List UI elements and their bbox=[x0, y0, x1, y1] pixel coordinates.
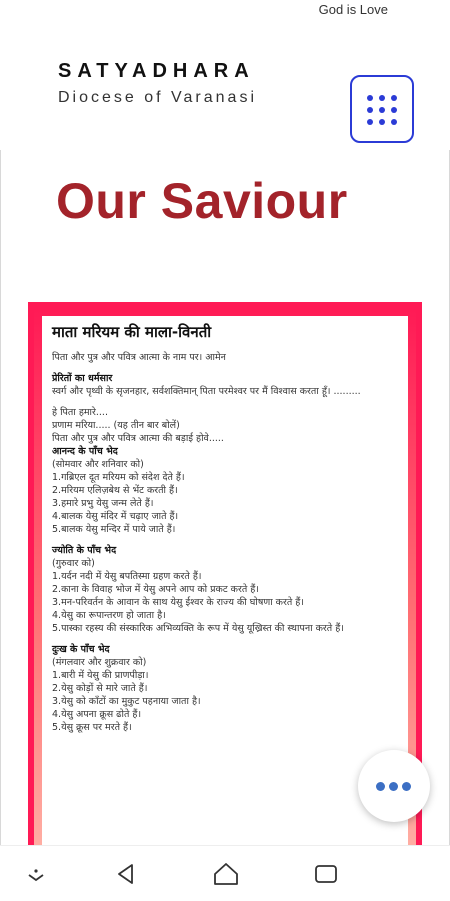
brand-block[interactable] bbox=[58, 60, 257, 107]
document-line: 1.गब्रिएल दूत मरियम को संदेश देते हैं। bbox=[52, 472, 185, 483]
document-line: 2.काना के विवाह भोज में येसु अपने आप को प्रकट करते हैं। bbox=[52, 584, 259, 595]
document-section-heading: ज्योति के पाँच भेद bbox=[52, 545, 117, 556]
document-line: 3.मन-परिवर्तन के आवान के साथ येसु ईश्वर के राज्य की घोषणा करते हैं। bbox=[52, 597, 304, 608]
document-line: हे पिता हमारे.... bbox=[52, 407, 108, 418]
nav-home-icon[interactable] bbox=[210, 858, 242, 890]
brand-subtitle: Diocese of Varanasi bbox=[58, 89, 257, 106]
document-line: (मंगलवार और शुक्रवार को) bbox=[52, 657, 147, 668]
document-content[interactable] bbox=[42, 316, 408, 862]
document-line: (सोमवार और शनिवार को) bbox=[52, 459, 144, 470]
system-navigation-bar bbox=[0, 845, 450, 901]
document-line: 3.येसु को काँटों का मुकुट पहनाया जाता है। bbox=[52, 696, 201, 707]
nav-back-icon[interactable] bbox=[110, 858, 142, 890]
document-line: प्रणाम मरिया..... (यह तीन बार बोलें) bbox=[52, 420, 180, 431]
document-lines bbox=[52, 351, 398, 734]
document-line: पिता और पुत्र और पवित्र आत्मा की बड़ाई होवे..... bbox=[52, 433, 224, 444]
grid-dots-icon bbox=[367, 95, 399, 127]
document-line: 5.बालक येसु मन्दिर में पाये जाते हैं। bbox=[52, 524, 176, 535]
document-line: 4.येसु अपना क्रूस ढोते हैं। bbox=[52, 709, 142, 720]
document-line: 1.बारी में येसु की प्राणपीड़ा। bbox=[52, 670, 149, 681]
document-spacer bbox=[52, 364, 398, 372]
more-horizontal-icon bbox=[376, 782, 411, 791]
document-line: 5.पास्का रहस्य की संस्कारिक अभिव्यक्ति के रूप में येसु यूख्रिस्त की स्थापना करते हैं। bbox=[52, 623, 344, 634]
document-line: 4.बालक येसु मंदिर में चढ़ाए जाते हैं। bbox=[52, 511, 179, 522]
document-spacer bbox=[52, 398, 398, 406]
document-line: पिता और पुत्र और पवित्र आत्मा के नाम पर। आमेन bbox=[52, 352, 226, 363]
page-title: Our Saviour bbox=[56, 173, 348, 229]
document-section-heading: प्रेरितों का धर्मसार bbox=[52, 373, 113, 384]
document-spacer bbox=[52, 536, 398, 544]
menu-button[interactable] bbox=[350, 75, 414, 143]
document-line: 2.मरियम एलिज़बेथ से भेंट करती हैं। bbox=[52, 485, 178, 496]
document-line: 5.येसु क्रूस पर मरते हैं। bbox=[52, 722, 132, 733]
document-line: स्वर्ग और पृथ्वी के सृजनहार, सर्वशक्तिमान् पिता परमेश्वर पर मैं विश्वास करता हूँ। ......... bbox=[52, 386, 361, 397]
brand-name: SATYADHARA bbox=[58, 60, 255, 82]
document-line: 2.येसु कोड़ों से मारे जाते हैं। bbox=[52, 683, 148, 694]
document-line: 3.हमारे प्रभु येसु जन्म लेते हैं। bbox=[52, 498, 154, 509]
document-line: (गुरुवार को) bbox=[52, 558, 95, 569]
document-line: 4.येसु का रूपान्तरण हो जाता है। bbox=[52, 610, 166, 621]
page-edge-left bbox=[0, 150, 1, 845]
document-line: 1.यर्दन नदी में येसु बपतिस्मा ग्रहण करते हैं। bbox=[52, 571, 202, 582]
nav-recents-icon[interactable] bbox=[310, 858, 342, 890]
document-section-heading: दुःख के पाँच भेद bbox=[52, 644, 110, 655]
document-section-heading: आनन्द के पाँच भेद bbox=[52, 446, 118, 457]
tagline: God is Love bbox=[318, 2, 388, 17]
nav-hide-icon[interactable] bbox=[20, 858, 52, 890]
document-spacer bbox=[52, 635, 398, 643]
more-options-button[interactable] bbox=[358, 750, 430, 822]
document-title: माता मरियम की माला-विनती bbox=[52, 323, 212, 341]
